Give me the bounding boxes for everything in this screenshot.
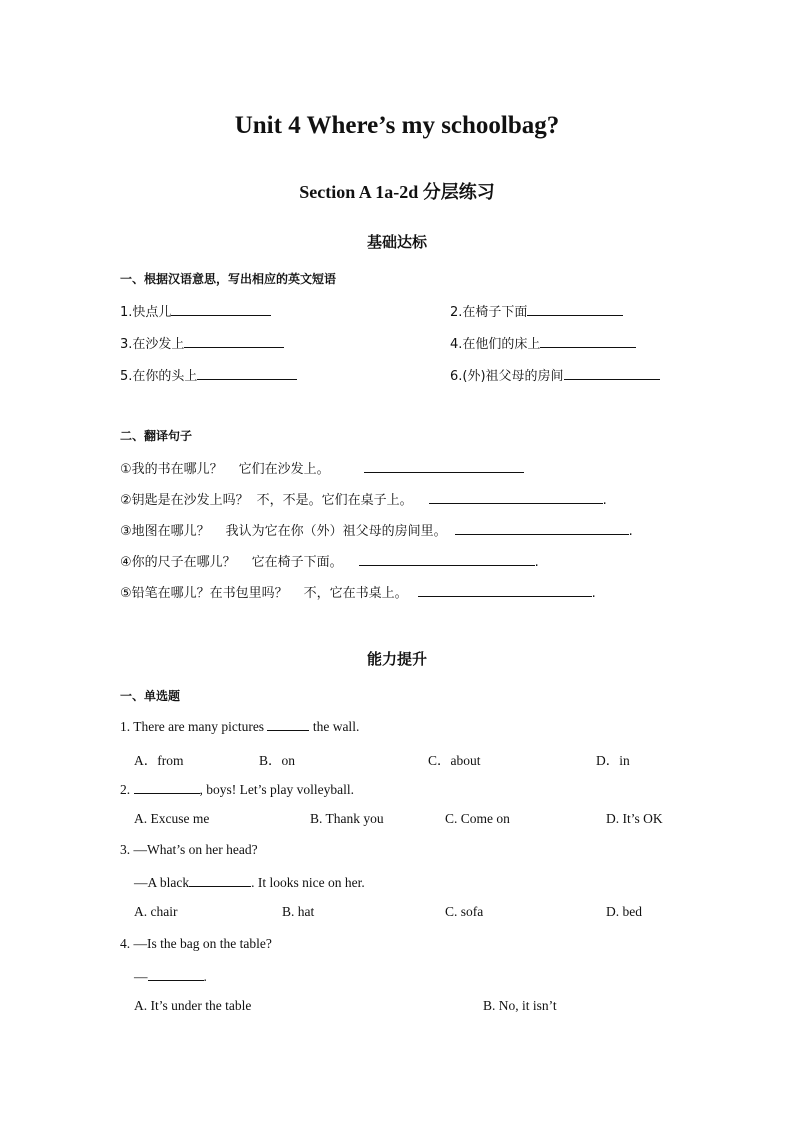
question-text: 2. bbox=[120, 782, 131, 797]
part-heading-phrases: 一、根据汉语意思，写出相应的英文短语 bbox=[120, 272, 337, 286]
translate-question: ①我的书在哪儿？ bbox=[120, 462, 223, 477]
phrase-label: 3.在沙发上 bbox=[120, 337, 185, 352]
translate-question: ③地图在哪儿？ bbox=[120, 524, 210, 539]
option-b[interactable]: B. No, it isn’t bbox=[483, 998, 557, 1013]
answer-blank[interactable] bbox=[418, 583, 592, 597]
option-d[interactable]: D. bed bbox=[606, 904, 642, 919]
option-d[interactable]: D. It’s OK bbox=[606, 811, 663, 826]
phrase-item bbox=[450, 365, 660, 384]
option-a[interactable]: A. It’s under the table bbox=[134, 998, 252, 1013]
section-heading-basic: 基础达标 bbox=[366, 233, 427, 251]
option-b[interactable]: B．on bbox=[259, 753, 296, 768]
question-text: . bbox=[203, 969, 207, 984]
translate-item bbox=[120, 551, 539, 570]
answer-blank[interactable] bbox=[148, 967, 204, 981]
page-title: Unit 4 Where’s my schoolbag? bbox=[234, 112, 560, 139]
question-3: 3. —What’s on her head? bbox=[120, 842, 258, 857]
option-c[interactable]: C. sofa bbox=[445, 904, 484, 919]
question-text: the wall. bbox=[312, 719, 360, 734]
answer-blank[interactable] bbox=[564, 366, 660, 380]
answer-blank[interactable] bbox=[197, 366, 297, 380]
phrase-item bbox=[120, 365, 297, 384]
translate-answer: 我认为它在你（外）祖父母的房间里。 bbox=[225, 524, 447, 539]
translate-answer: 不，不是。它们在桌子上。 bbox=[256, 493, 413, 508]
phrase-item bbox=[120, 301, 271, 320]
sentence-end: . bbox=[591, 586, 596, 601]
question-2 bbox=[120, 780, 354, 798]
translate-item bbox=[120, 489, 607, 508]
translate-answer: 不，它在书桌上。 bbox=[303, 586, 408, 601]
phrase-item bbox=[120, 333, 284, 352]
option-b[interactable]: B. Thank you bbox=[310, 811, 384, 826]
question-text: —A black bbox=[134, 875, 190, 890]
part-heading-translate: 二、翻译句子 bbox=[120, 429, 193, 443]
option-b[interactable]: B. hat bbox=[282, 904, 315, 919]
answer-blank[interactable] bbox=[540, 334, 636, 348]
option-a[interactable]: A. Excuse me bbox=[134, 811, 210, 826]
answer-blank[interactable] bbox=[527, 302, 623, 316]
question-4-response bbox=[134, 967, 207, 985]
sentence-end: . bbox=[602, 493, 607, 508]
question-text: 1. There are many pictures bbox=[120, 719, 265, 734]
question-3-response bbox=[134, 873, 365, 891]
sentence-end: . bbox=[628, 524, 633, 539]
option-c[interactable]: C. Come on bbox=[445, 811, 510, 826]
question-1 bbox=[120, 717, 359, 735]
question-4: 4. —Is the bag on the table? bbox=[120, 936, 272, 951]
option-c[interactable]: C．about bbox=[428, 753, 481, 768]
answer-blank[interactable] bbox=[267, 717, 309, 731]
part-heading-choice: 一、单选题 bbox=[120, 689, 181, 703]
translate-item bbox=[120, 520, 633, 539]
translate-item bbox=[120, 582, 596, 601]
sentence-end: . bbox=[534, 555, 539, 570]
phrase-item bbox=[450, 301, 623, 320]
answer-blank[interactable] bbox=[359, 552, 535, 566]
translate-question: ②钥匙是在沙发上吗？ bbox=[120, 493, 249, 508]
phrase-label: 5.在你的头上 bbox=[120, 369, 198, 384]
translate-answer: 它们在沙发上。 bbox=[238, 462, 330, 477]
phrase-label: 1.快点儿 bbox=[120, 305, 172, 320]
question-text: — bbox=[134, 969, 148, 984]
question-text: . It looks nice on her. bbox=[251, 875, 365, 890]
option-d[interactable]: D．in bbox=[596, 753, 630, 768]
phrase-label: 4.在他们的床上 bbox=[450, 337, 541, 352]
phrase-label: 6.(外)祖父母的房间 bbox=[450, 369, 564, 384]
section-heading-advanced: 能力提升 bbox=[366, 650, 427, 668]
option-a[interactable]: A．from bbox=[134, 753, 184, 768]
question-text: , boys! Let’s play volleyball. bbox=[199, 782, 354, 797]
answer-blank[interactable] bbox=[189, 873, 251, 887]
phrase-item bbox=[450, 333, 636, 352]
answer-blank[interactable] bbox=[364, 459, 524, 473]
answer-blank[interactable] bbox=[429, 490, 603, 504]
answer-blank[interactable] bbox=[171, 302, 271, 316]
translate-item bbox=[120, 458, 524, 477]
answer-blank[interactable] bbox=[184, 334, 284, 348]
translate-question: ⑤铅笔在哪儿？在书包里吗？ bbox=[120, 586, 288, 601]
option-a[interactable]: A. chair bbox=[134, 904, 178, 919]
page-subtitle: Section A 1a-2d 分层练习 bbox=[299, 182, 495, 202]
phrase-label: 2.在椅子下面 bbox=[450, 305, 528, 320]
answer-blank[interactable] bbox=[455, 521, 629, 535]
answer-blank[interactable] bbox=[134, 780, 200, 794]
translate-answer: 它在椅子下面。 bbox=[251, 555, 343, 570]
translate-question: ④你的尺子在哪儿？ bbox=[120, 555, 236, 570]
